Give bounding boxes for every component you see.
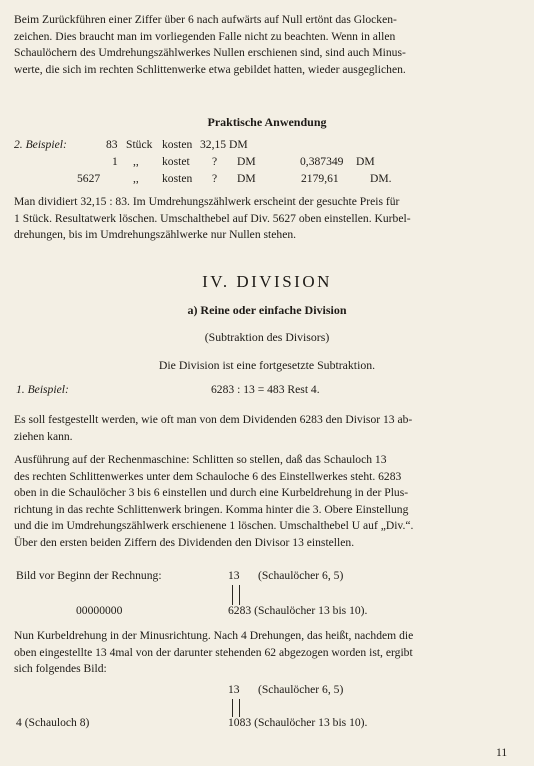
text-line: des rechten Schlittenwerkes unter dem Schauloche 6 des Einstellwerkes steht. 6283 [14, 469, 402, 483]
figure2-top-note: (Schaulöcher 6, 5) [258, 683, 344, 696]
text-line: drehungen, bis im Umdrehungszählwerke nur Nullen stehen. [14, 228, 297, 241]
figure2-bottom-value: 1083 [228, 716, 252, 729]
text-line: sich folgendes Bild: [14, 662, 107, 675]
intro-line: Die Division ist eine fortgesetzte Subtraktion. [158, 358, 376, 372]
text-line: ziehen kann. [14, 429, 73, 443]
text-line: 1 Stück. Resultatwerk löschen. Umschalthebel auf Div. 5627 oben einstellen. Kurbel- [14, 211, 411, 225]
text-line: Man dividiert 32,15 : 83. Im Umdrehungszählwerk erscheint der gesuchte Preis für [14, 195, 400, 208]
example2-label: 2. Beispiel: [14, 138, 67, 151]
paragraph-example2-explanation [14, 194, 523, 244]
example2-row2-cur: DM [237, 155, 256, 168]
example2-row3-qty: 5627 [77, 172, 101, 185]
example1-formula: 6283 : 13 = 483 Rest 4. [211, 383, 320, 396]
example2-row3-verb: kosten [162, 172, 193, 185]
example2-row2-verb: kostet [162, 155, 190, 168]
figure1-bottom-value: 6283 [228, 604, 252, 617]
text-line: Nun Kurbeldrehung in der Minusrichtung. Nach 4 Drehungen, das heißt, nachdem die [14, 629, 414, 642]
figure1-left-value: 00000000 [76, 604, 123, 617]
example2-row2-q: ? [212, 155, 218, 168]
subsection-title: a) Reine oder einfache Division [187, 303, 347, 317]
text-line: Es soll festgestellt werden, wie oft man von dem Dividenden 6283 den Divisor 13 ab- [14, 413, 413, 426]
section-title: IV. DIVISION [202, 272, 332, 291]
text-line: Beim Zurückführen einer Ziffer über 6 nach aufwärts auf Null ertönt das Glocken- [14, 13, 397, 26]
figure1-top-note: (Schaulöcher 6, 5) [258, 569, 344, 582]
text-line: oben in die Schaulöcher 3 bis 6 einstellen und durch eine Kurbeldrehung in der Plus- [14, 486, 409, 499]
text-line: oben eingestellte 13 4mal von der darunter stehenden 62 abgezogen worden ist, ergibt [14, 645, 413, 659]
text-line: richtung in das rechte Schlittenwerk bringen. Komma hinter die 3. Obere Einstellung [14, 502, 409, 516]
example2-row3-q: ? [212, 172, 218, 185]
example2-row3-cur2: DM. [370, 172, 392, 185]
text-line: Schaulöchern des Umdrehungszählwerkes Nullen erschienen sind, sind auch Minus- [14, 46, 406, 59]
example2-row2-cur2: DM [356, 155, 375, 168]
paragraph-minus-rotation [14, 628, 523, 678]
figure1-label: Bild vor Beginn der Rechnung: [16, 569, 162, 582]
text-line: Über den ersten beiden Ziffern des Dividenden den Divisor 13 einstellen. [14, 535, 355, 549]
figure2-left-value: 4 (Schauloch 8) [16, 716, 90, 729]
practical-heading: Praktische Anwendung [207, 115, 327, 129]
example2-row3-unit: ,, [133, 172, 139, 185]
figure2-top-value: 13 [228, 683, 240, 696]
figure1-bottom-note: (Schaulöcher 13 bis 10). [254, 604, 368, 617]
example2-row2-qty: 1 [112, 155, 118, 168]
example2-row1-verb: kosten [162, 138, 193, 151]
figure1-bottom [228, 604, 367, 617]
example2-row2-value: 0,387349 [300, 155, 344, 168]
figure1-top-value: 13 [228, 569, 240, 582]
paragraph-execution [14, 452, 523, 551]
example1-label-text: 1. Beispiel: [16, 383, 69, 396]
paragraph-bell-signal [14, 12, 523, 78]
example2-row3-value: 2179,61 [301, 172, 339, 185]
figure2-bottom-note: (Schaulöcher 13 bis 10). [254, 716, 368, 729]
example2-row1-price: 32,15 DM [200, 138, 248, 151]
figure1-connector [232, 585, 240, 605]
text-line: Ausführung auf der Rechenmaschine: Schlitten so stellen, daß das Schauloch 13 [14, 453, 387, 466]
example2-row1-unit: Stück [126, 138, 153, 151]
paragraph-question [14, 412, 523, 445]
example2-row3-cur: DM [237, 172, 256, 185]
text-line: zeichen. Dies braucht man im vorliegenden Falle nicht zu beachten. Wenn in allen [14, 29, 396, 43]
example2-row2-unit: ,, [133, 155, 139, 168]
text-line: werte, die sich im rechten Schlittenwerke etwa gebildet hatten, wieder ausgeglichen. [14, 62, 406, 76]
example1-label [16, 383, 69, 396]
page-number: 11 [496, 746, 508, 759]
subsection-subtitle: (Subtraktion des Divisors) [204, 330, 330, 344]
figure2-connector [232, 699, 240, 717]
figure2-bottom [228, 716, 367, 729]
example2-row1-qty: 83 [106, 138, 118, 151]
text-line: und die im Umdrehungszählwerk erschienene 1 löschen. Umschalthebel U auf „Div.“. [14, 519, 414, 532]
